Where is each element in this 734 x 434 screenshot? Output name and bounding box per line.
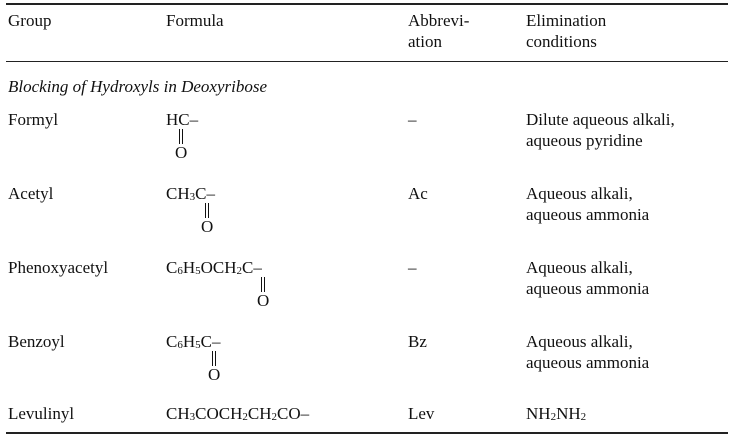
formula-text: CH [166, 184, 190, 203]
formula-subscript: 2 [236, 265, 243, 277]
formula-text: C [166, 258, 178, 277]
formula-text: CH [166, 404, 190, 423]
row-benzoyl-elimination-line2: aqueous ammonia [526, 353, 650, 372]
row-phenoxyacetyl-group: Phenoxyacetyl [8, 258, 109, 277]
header-elimination-line1: Elimination [526, 11, 607, 30]
oxygen-atom: O [257, 291, 270, 310]
row-acetyl-group: Acetyl [8, 184, 54, 203]
oxygen-atom: O [208, 365, 221, 384]
row-formyl-group: Formyl [8, 110, 59, 129]
formula-text: C [166, 332, 178, 351]
formula-subscript: 2 [550, 411, 557, 423]
row-benzoyl-group: Benzoyl [8, 332, 65, 351]
formula-text: CH [247, 404, 272, 423]
section-title: Blocking of Hydroxyls in Deoxyribose [8, 77, 268, 96]
double-bond [261, 277, 265, 292]
formula-text: C– [195, 184, 215, 203]
double-bond [205, 203, 209, 218]
formula-text: NH [556, 404, 581, 423]
formula-text: H [182, 258, 196, 277]
formula-subscript: 6 [177, 339, 183, 351]
oxygen-atom: O [175, 143, 188, 162]
formula-subscript: 5 [195, 339, 201, 351]
row-levulinyl-abbreviation: Lev [408, 404, 435, 423]
row-acetyl-abbreviation: Ac [408, 184, 428, 203]
header-group: Group [8, 11, 52, 30]
header-abbreviation-line2: ation [408, 32, 442, 51]
header-rule [6, 61, 728, 62]
formula-text: C– [242, 258, 262, 277]
row-phenoxyacetyl-abbreviation: – [408, 258, 417, 277]
row-levulinyl-group: Levulinyl [8, 404, 75, 423]
oxygen-atom: O [201, 217, 214, 236]
formula-subscript: 6 [177, 265, 183, 277]
formula-subscript: 3 [189, 191, 196, 203]
row-formyl-elimination-line1: Dilute aqueous alkali, [526, 110, 675, 129]
row-formyl-elimination-line2: aqueous pyridine [526, 131, 643, 150]
formula-text: NH [526, 404, 551, 423]
formula-subscript: 5 [195, 265, 201, 277]
formula-subscript: 2 [580, 411, 587, 423]
row-levulinyl-formula [166, 404, 309, 424]
row-acetyl-elimination-line1: Aqueous alkali, [526, 184, 633, 203]
formula-text: OCH [200, 258, 237, 277]
formula-text: H [182, 332, 196, 351]
double-bond [179, 129, 183, 144]
formula-text: CO– [276, 404, 310, 423]
row-benzoyl-elimination-line1: Aqueous alkali, [526, 332, 633, 351]
header-abbreviation-line1: Abbrevi- [408, 11, 470, 30]
row-phenoxyacetyl-elimination-line2: aqueous ammonia [526, 279, 650, 298]
row-levulinyl-elimination [526, 404, 586, 424]
row-acetyl-elimination-line2: aqueous ammonia [526, 205, 650, 224]
row-phenoxyacetyl-elimination-line1: Aqueous alkali, [526, 258, 633, 277]
table-bottom-rule [6, 432, 728, 434]
table-top-rule [6, 3, 728, 5]
double-bond [212, 351, 216, 366]
header-formula: Formula [166, 11, 224, 30]
formula-text: COCH [195, 404, 243, 423]
header-elimination-line2: conditions [526, 32, 597, 51]
formula-text: HC– [166, 110, 199, 129]
formula-subscript: 2 [242, 411, 248, 423]
formula-subscript: 2 [271, 411, 277, 423]
row-formyl-abbreviation: – [408, 110, 417, 129]
formula-subscript: 3 [189, 411, 196, 423]
row-benzoyl-abbreviation: Bz [408, 332, 427, 351]
formula-text: C– [200, 332, 221, 351]
